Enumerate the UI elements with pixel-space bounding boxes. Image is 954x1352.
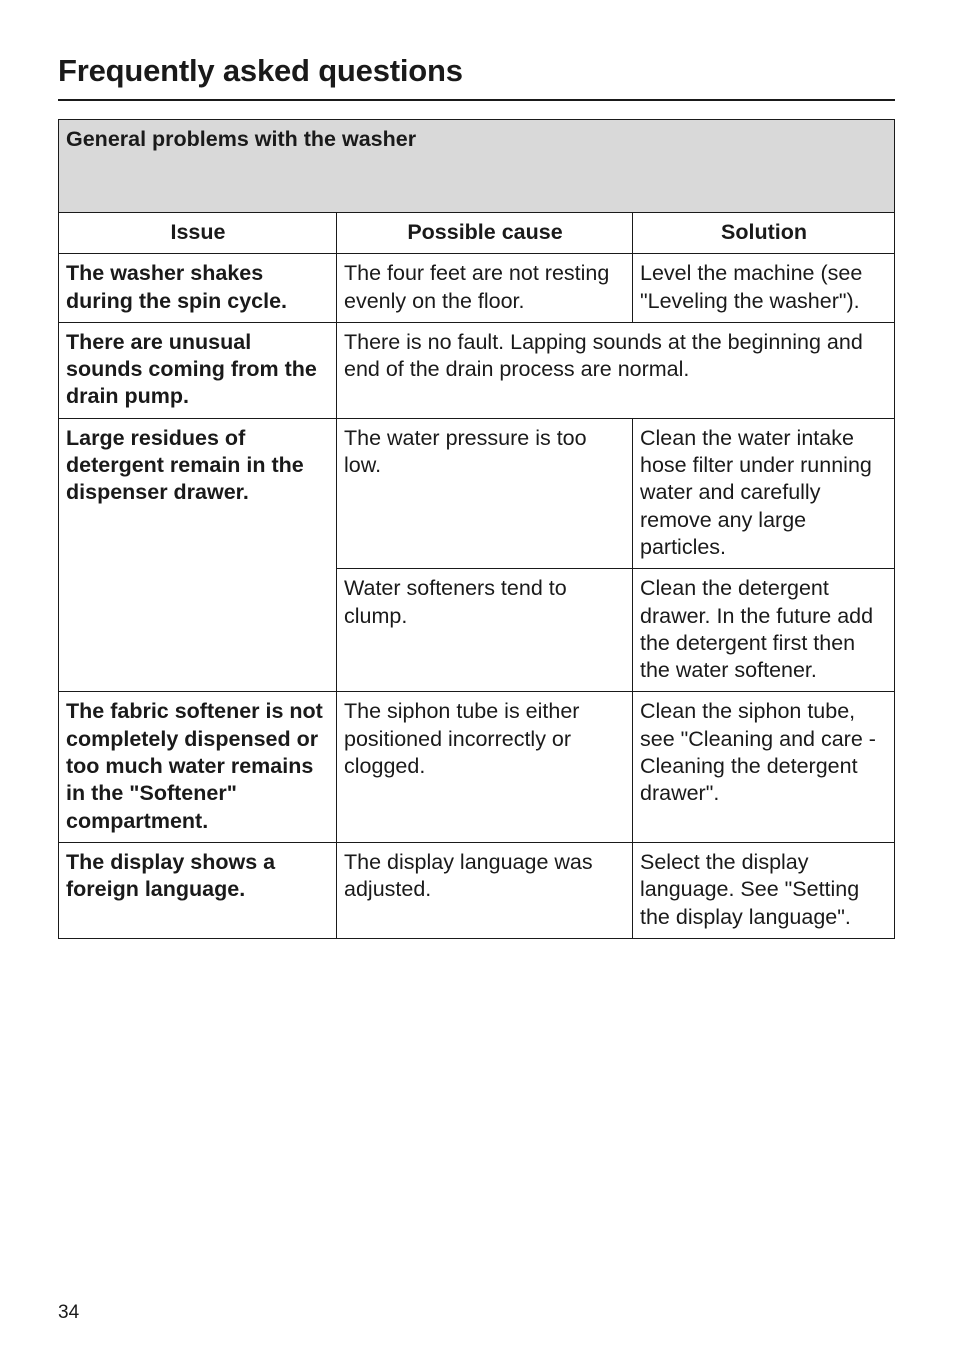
table-row [59,254,895,323]
solution-cell: Select the display language. See "Setting the display language". [633,842,895,938]
faq-table [58,119,895,939]
solution-cell: Clean the water intake hose filter under running water and carefully remove any large particles. [633,418,895,568]
title-divider [58,99,895,101]
table-row [59,322,895,418]
section-header-row [59,120,895,213]
cause-cell: Water softeners tend to clump. [337,569,633,692]
page-title: Frequently asked questions [58,53,463,88]
section-header-cell [59,120,895,213]
issue-cell: The washer shakes during the spin cycle. [59,254,337,323]
cause-cell: The display language was adjusted. [337,842,633,938]
column-header-cause: Possible cause [337,213,633,254]
table-row [59,842,895,938]
solution-cell: Clean the siphon tube, see "Cleaning and care - Cleaning the detergent drawer". [633,692,895,842]
cause-cell: The water pressure is too low. [337,418,633,568]
column-header-issue: Issue [59,213,337,254]
page-number: 34 [58,1302,80,1323]
issue-cell: There are unusual sounds coming from the drain pump. [59,322,337,418]
issue-cell: The display shows a foreign language. [59,842,337,938]
cause-cell: The four feet are not resting evenly on the floor. [337,254,633,323]
table-row [59,418,895,568]
cause-solution-cell: There is no fault. Lapping sounds at the beginning and end of the drain process are normal. [337,322,895,418]
solution-cell: Level the machine (see "Leveling the washer"). [633,254,895,323]
table-row [59,692,895,842]
cause-cell: The siphon tube is either positioned incorrectly or clogged. [337,692,633,842]
solution-cell: Clean the detergent drawer. In the future add the detergent first then the water softener. [633,569,895,692]
issue-cell: The fabric softener is not completely dispensed or too much water remains in the "Softener" compartment. [59,692,337,842]
issue-cell: Large residues of detergent remain in the dispenser drawer. [59,418,337,692]
column-header-row [59,213,895,254]
section-title: General problems with the washer [66,127,417,151]
column-header-solution: Solution [633,213,895,254]
